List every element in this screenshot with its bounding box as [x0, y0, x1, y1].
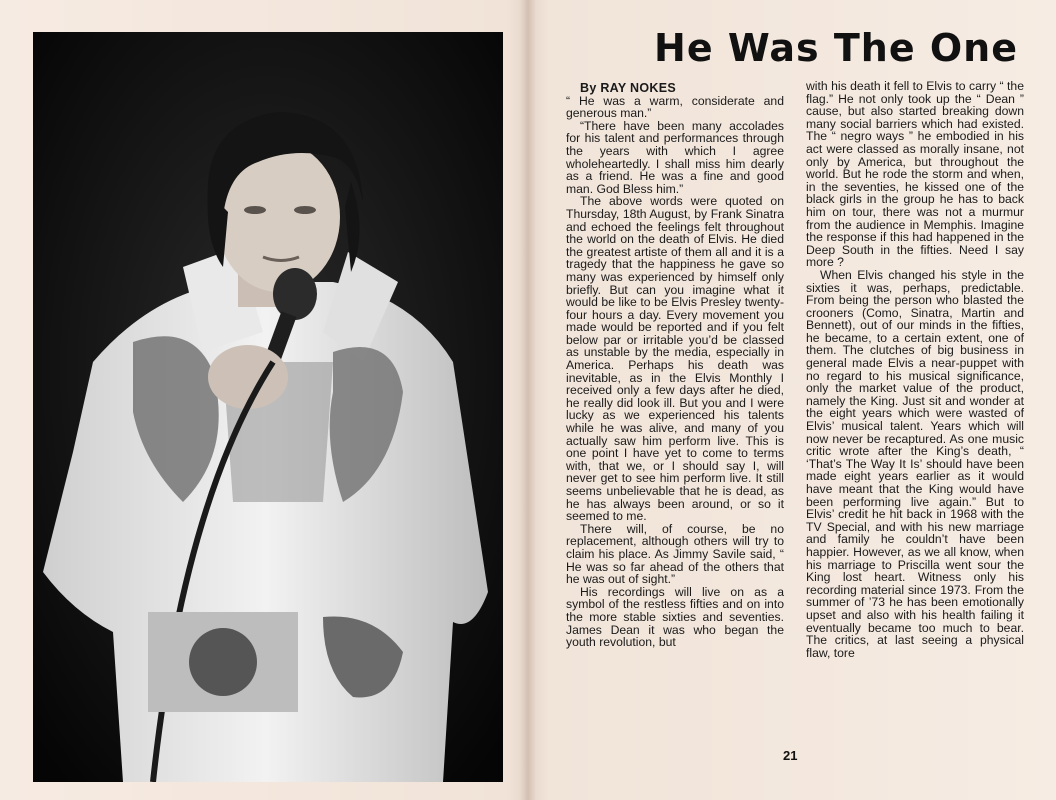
- article-column-1: [566, 82, 784, 649]
- article-page: [552, 20, 1030, 780]
- article-paragraph: The above words were quoted on Thursday, 18th August, by Frank Sinatra and echoed the feelings felt throughout the world on the death of Elvis. He died the greatest artiste of them all and it is a tragedy that the happiness he gave so many was experienced by himself only briefly. But can you imagine what it would be like to be Elvis Presley twenty-four hours a day. Every movement you made would be reported and if you felt below par or irritable you’d be classed as unstable by the media, especially in America. Perhaps his death was inevitable, as in the Elvis Monthly I received only a few days after he died, he really did look ill. But you and I were lucky as we experienced his talents while he was alive, and many of you actually saw him perform live. This is one point I have yet to come to terms with, that we, or I should say I, will never get to see him perform live. It still seems unbelievable that he is dead, as he has always been around, or so it seemed to me.: [566, 194, 784, 524]
- article-paragraph: “ He was a warm, considerate and generous man.”: [566, 93, 784, 121]
- performer-image: [33, 32, 503, 782]
- article-column-2: [806, 80, 1024, 659]
- article-headline: He Was The One: [654, 26, 1018, 70]
- article-paragraph: There will, of course, be no replacement, although others will try to claim his place. As Jimmy Savile said, “ He was so far ahead of the others that he was out of sight.”: [566, 521, 784, 587]
- elvis-photo: [33, 32, 503, 782]
- page-number: 21: [783, 748, 798, 763]
- article-paragraph: with his death it fell to Elvis to carry “ the flag.” He not only took up the “ Dean ” cause, but also started breaking down many social barriers which had existed. The “ negro ways ” he embodied in his act were classed as morally insane, not only by America, but throughout the world. But he rode the storm and when, in the seventies, he kissed one of the black girls in the group he has to back him on tour, there was not a murmur from the audience in Memphis. Imagine the response if this had happened in the Deep South in the fifties. Need I say more ?: [806, 79, 1024, 270]
- page-gutter: [520, 0, 536, 800]
- article-byline: By RAY NOKES: [580, 81, 676, 95]
- article-paragraph: “There have been many accolades for his talent and performances through the years with which I agree wholeheartedly. I shall miss him dearly as a friend. He was a fine and good man. God Bless him.”: [566, 118, 784, 196]
- article-paragraph: His recordings will live on as a symbol of the restless fifties and on into the more stable sixties and seventies. James Dean it was who began the youth revolution, but: [566, 584, 784, 650]
- article-paragraph: When Elvis changed his style in the sixties it was, perhaps, predictable. From being the person who blasted the crooners (Como, Sinatra, Martin and Bennett), out of our minds in the fifties, he became, to a certain extent, one of them. The clutches of big business in general made Elvis a near-puppet with no regard to his musical significance, only the market value of the product, namely the King. Just sit and wonder at the eight years which were wasted of Elvis’ musical talent. Years which will now never be recaptured. As one music critic wrote after the King’s death, “ ‘That’s The Way It Is’ should have been made eight years earlier as it would have meant that the King would have been performing live again.” But to Elvis’ credit he hit back in 1968 with the TV Special, and with his new marriage and family he couldn’t have been happier. However, as we all know, when his marriage to Priscilla went sour the King lost heart. Witness only his recording material since 1973. From the summer of ’73 he has been emotionally upset and also with his health failing it eventually became too much to bear. The critics, at last seeing a physical flaw, tore: [806, 267, 1024, 660]
